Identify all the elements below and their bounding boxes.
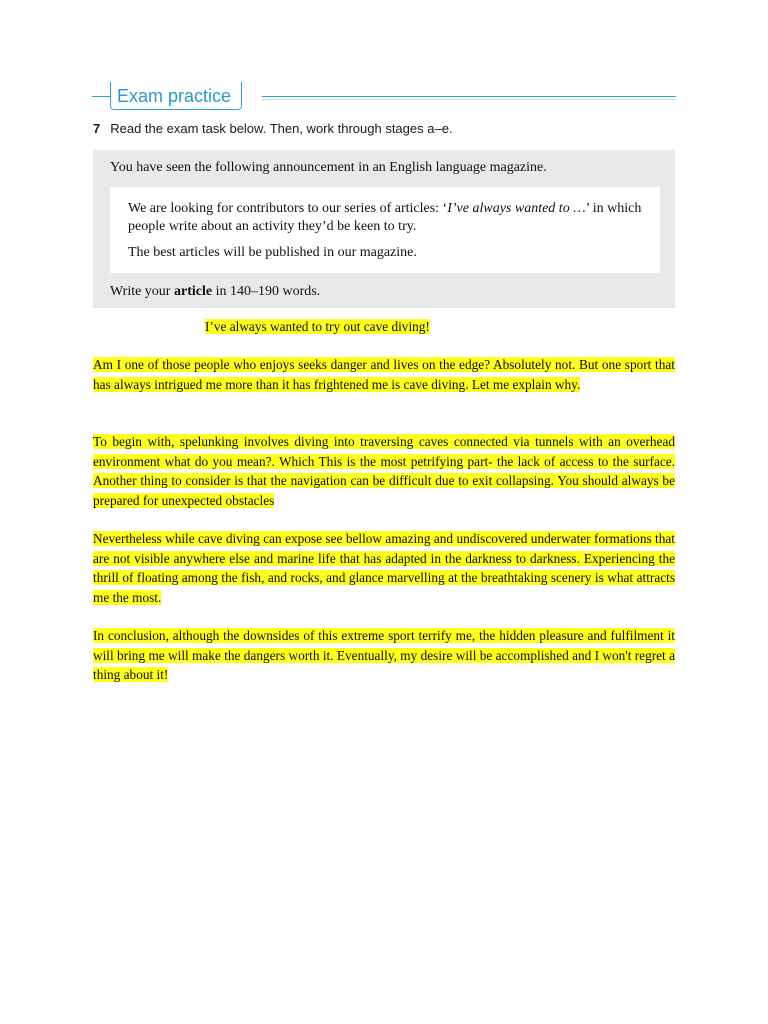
announcement-publish-note: The best articles will be published in our magazine. xyxy=(128,245,417,260)
exercise-number: 7 xyxy=(93,121,101,136)
essay-paragraph-2 xyxy=(93,432,675,510)
header-rule-left xyxy=(92,96,110,97)
essay-paragraph-4 xyxy=(93,626,675,685)
paragraph-text: To begin with, spelunking involves diving into traversing caves connected via tunnels with an overhead environment what do you mean?. Which This is the most petrifying part- the lack of access to the surface. Another thing to consider is that the navigation can be difficult due to exit collapsing. You should always be prepared for unexpected obstacles xyxy=(93,434,675,508)
task-intro: You have seen the following announcement in an English language magazine. xyxy=(110,160,547,175)
paragraph-text: Am I one of those people who enjoys seeks danger and lives on the edge? Absolutely not. But one sport that has always intrigued me more than it has frightened me is cave diving. Let me explain why. xyxy=(93,357,675,392)
header-rule-right xyxy=(262,96,676,97)
exam-practice-header xyxy=(92,82,676,112)
announcement-text xyxy=(128,200,652,236)
exercise-instruction-text: Read the exam task below. Then, work through stages a–e. xyxy=(110,121,453,136)
essay-paragraph-1 xyxy=(93,355,675,394)
write-suffix: in 140–190 words. xyxy=(212,284,321,299)
announcement-text-end: ’ in which people write about an activity they’d be keen to try. xyxy=(128,201,642,234)
essay-paragraph-3 xyxy=(93,529,675,607)
exercise-instruction xyxy=(93,121,453,136)
announcement-series-title: I’ve always wanted to … xyxy=(447,201,586,216)
announcement-box xyxy=(110,187,660,273)
word-count-instruction xyxy=(110,283,320,301)
announcement-text-start: We are looking for contributors to our series of articles: ‘ xyxy=(128,201,448,216)
essay-title-text: I’ve always wanted to try out cave diving! xyxy=(205,319,430,334)
paragraph-text: Nevertheless while cave diving can expose see bellow amazing and undiscovered underwater formations that are not visible anywhere else and marine life that has adapted in the darkness to darkness. Experiencing the thrill of floating among the fish, and rocks, and glance marvelling at the breathtaking scenery is what attracts me the most. xyxy=(93,531,675,605)
write-article-word: article xyxy=(173,284,213,299)
section-title: Exam practice xyxy=(110,82,242,110)
exam-task-panel xyxy=(93,150,675,308)
header-rule-right-secondary xyxy=(262,99,676,100)
write-prefix: Write your xyxy=(110,284,174,299)
paragraph-text: In conclusion, although the downsides of this extreme sport terrify me, the hidden pleasure and fulfilment it will bring me will make the dangers worth it. Eventually, my desire will be accomplished and I won't regret a thing about it! xyxy=(93,628,675,682)
essay-title xyxy=(205,318,430,336)
